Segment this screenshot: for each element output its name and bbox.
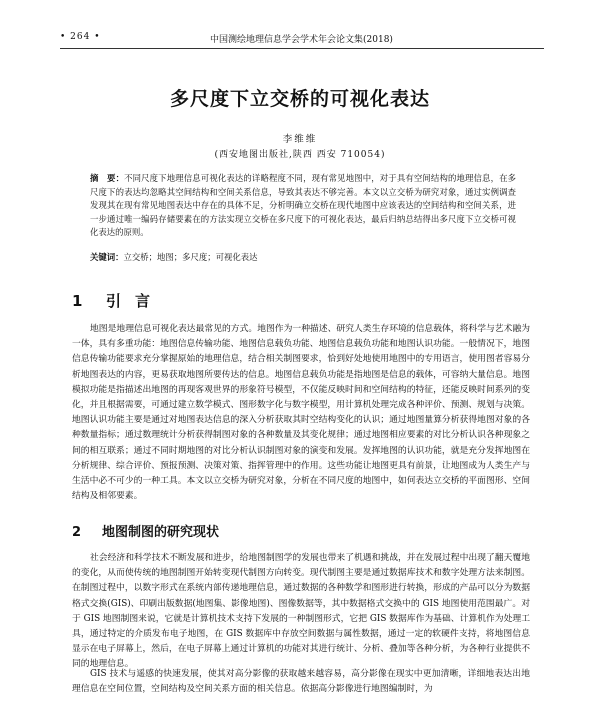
page-number: • 264 • bbox=[60, 32, 101, 42]
author: 李维维 bbox=[282, 134, 318, 145]
section-heading-1 bbox=[72, 290, 164, 311]
abstract bbox=[90, 172, 516, 240]
section-title: 引言 bbox=[106, 292, 165, 310]
section-title: 地图制图的研究现状 bbox=[102, 525, 220, 540]
section-number: 1 bbox=[72, 292, 83, 310]
affiliation: (西安地图出版社,陕西 西安 710054) bbox=[214, 150, 386, 160]
paragraph: 地图是地理信息可视化表达最常见的方式。地图作为一种描述、研究人类生存环境的信息载体，将科学与艺术融为一体，具有多重功能：地图信息传输功能、地图信息载负功能、地图信息载负功能和地图认识功能。一般情况下，地图信息传输功能要求充分掌握原始的地理信息，结合相关制图要求，恰到好处地使用地图中的专用语言，使用图者容易分析地图表达的内容，更易获取地图所要传达的信息。地图信息载负功能是指地图是信息的载体，可容纳大量信息。地图模拟功能是指描述出地图的再现客观世界的形象符号模型，不仅能反映时间和空间结构的特征，还能反映时间系列的变化，并且根据需要，可通过建立数学模式、图形数字化与数字模型，用计算机处理完成各种评价、预测、规划与决策。地图认识功能主要是通过对地图表达信息的深入分析获取其时空结构变化的认识；通过地图量算分析获得地图对象的各种数量指标；通过数理统计分析获得制图对象的各种数量及其变化规律；通过地图相应要素的对比分析认识各种现象之间的相互联系；通过不同时期地图的对比分析认识制图对象的演变和发展。发挥地图的认识功能，就是充分发挥地图在分析规律、综合评价、预报预测、决策对策、指挥管理中的作用。这些功能让地图更具有前景，让地图成为人类生产与生活中必不可少的一种工具。本文以立交桥为研究对象，分析在不同尺度的地图中，如何表达立交桥的平面图形、空间结构及相邻要素。 bbox=[72, 324, 530, 502]
section-heading-2 bbox=[72, 521, 219, 540]
abstract-text: 不同尺度下地理信息可视化表达的详略程度不同，现有常见地图中，对于具有空间结构的地理信息，在多尺度下的表达均忽略其空间结构和空间关系信息，导致其表达不够完善。本文以立交桥为研究对象，通过实例调查发现其在现有常见地图表达中存在的具体不足，分析明确立交桥在现代地图中应该表达的空间结构和空间关系，进一步通过唯一编码存储要素在的方法实现立交桥在多尺度下的可视化表达，最后归纳总结得出多尺度下立交桥可视化表达的原则。 bbox=[90, 173, 516, 238]
paragraph: GIS 技术与遥感的快速发展，使其对高分影像的获取越来越容易，高分影像在现实中更加清晰，详细地表达出地理信息在空间位置，空间结构及空间关系方面的相关信息。依据高分影像进行地图编制时，为 bbox=[72, 669, 530, 695]
running-title: 中国测绘地理信息学会学术年会论文集(2018) bbox=[210, 35, 393, 45]
paper-title: 多尺度下立交桥的可视化表达 bbox=[169, 88, 430, 110]
running-header bbox=[60, 30, 544, 49]
keywords bbox=[90, 251, 516, 264]
keywords-text: 立交桥；地图；多尺度；可视化表达 bbox=[123, 252, 258, 262]
keywords-label: 关键词： bbox=[90, 252, 124, 262]
section-number: 2 bbox=[72, 525, 82, 540]
paragraph: 社会经济和科学技术不断发展和进步，给地图制图学的发展也带来了机遇和挑战，并在发展过程中出现了翻天覆地的变化，从而使传统的地图制图开始转变现代制图方向转变。现代制图主要是通过数据库技术和数字处理方法来制图。在制图过程中，以数字形式在系统内部传递地理信息，通过数据的各种数学和图形进行转换，形成的产品可以分为数据格式交换(GIS)、印刷出版数据(地图集、影像地图)、图像数据等，其中数据格式交换中的 GIS 地图使用范围最广。对于 GIS 地图制图来说，它就是计算机技术支持下发展的一种制图形式，它把 GIS 数据库作为基础、计算机作为处理工具，通过特定的介质发布电子地图，在 GIS 数据库中存放空间数据与属性数据，通过一定的软硬件支持，将地图信息显示在电子屏幕上，然后，在电子屏幕上通过计算机的功能对其进行统计、分析、叠加等各种分析，为各种行业提供不同的地理信息。 bbox=[72, 553, 530, 670]
abstract-label: 摘 要： bbox=[90, 173, 125, 183]
